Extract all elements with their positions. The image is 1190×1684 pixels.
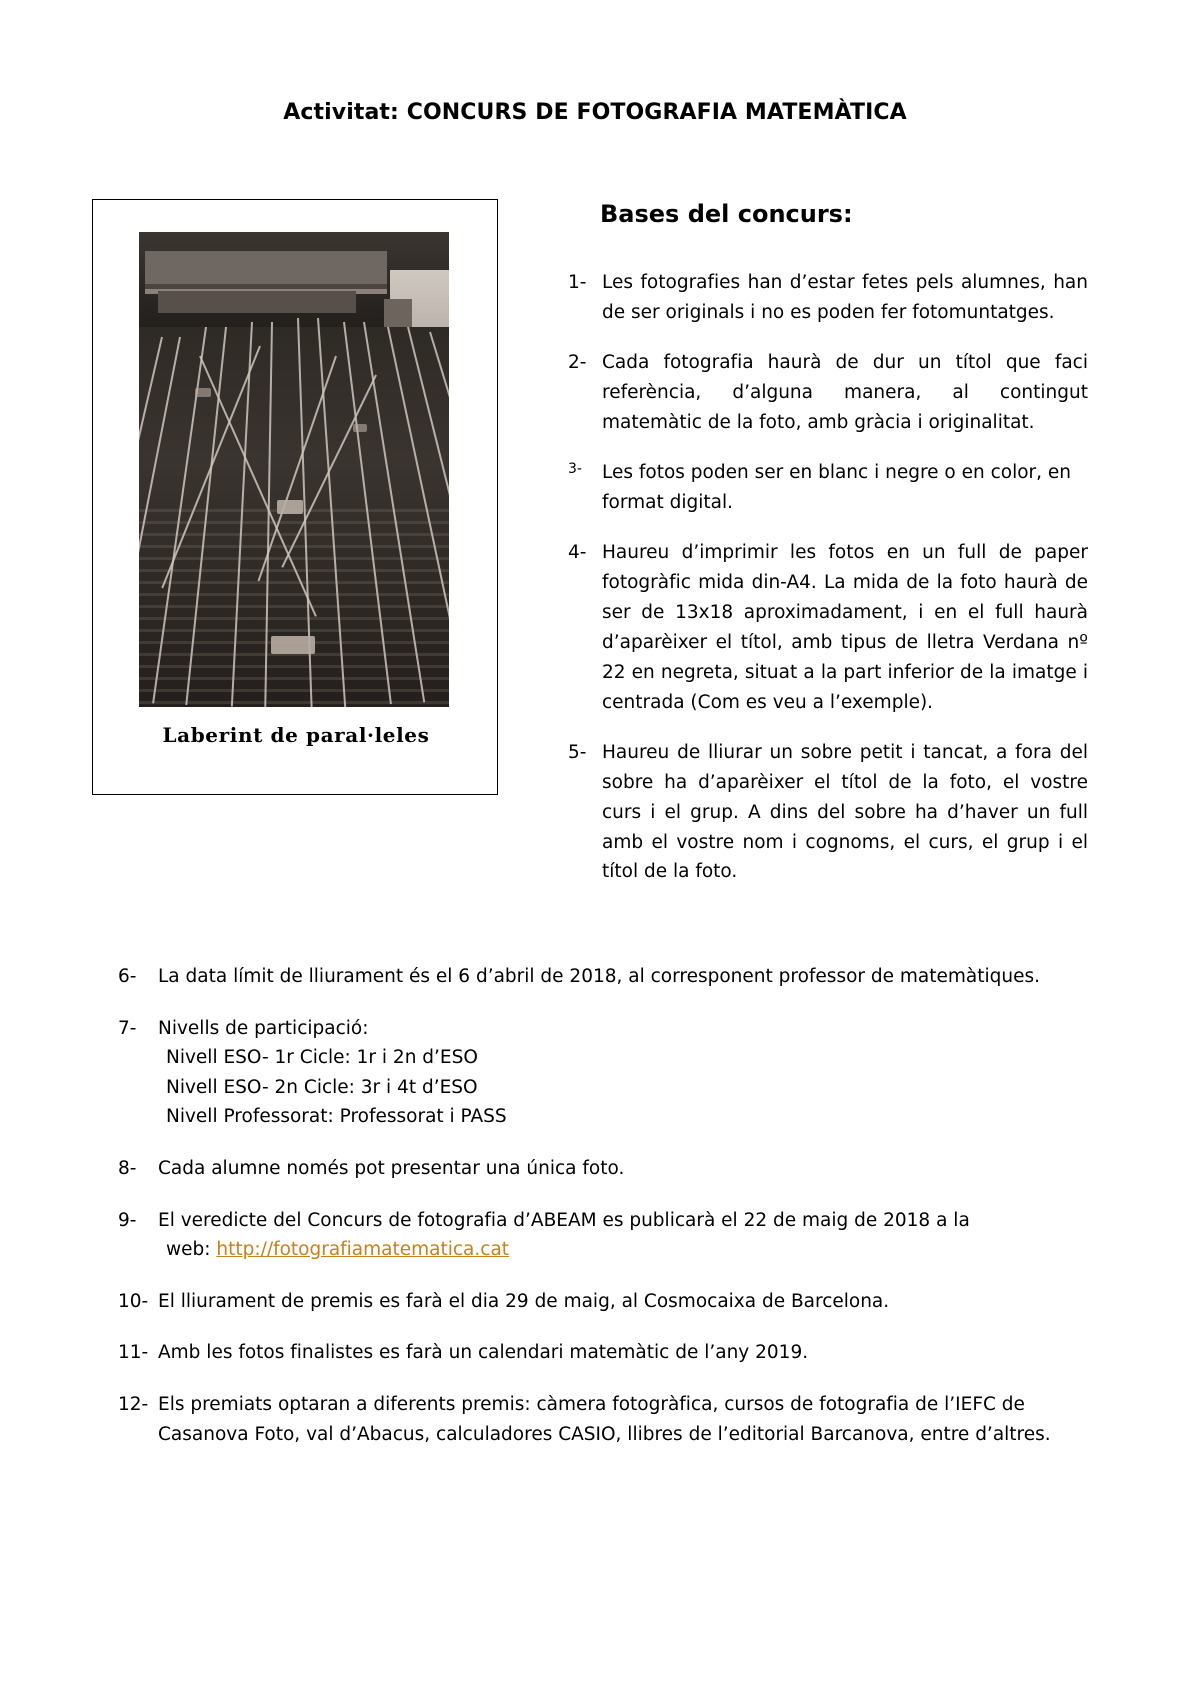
rule-number: 10-	[118, 1290, 149, 1312]
rule-number: 11-	[118, 1342, 149, 1364]
photo-debris-2	[353, 424, 367, 432]
rules-right-column	[568, 268, 1088, 907]
bases-heading: Bases del concurs:	[600, 200, 853, 228]
rule-item	[568, 738, 1088, 888]
contest-website-link[interactable]: http://fotografiamatematica.cat	[216, 1239, 510, 1261]
rule-web-line	[158, 1235, 1078, 1265]
rule-number: 4-	[568, 541, 587, 563]
rule-text: El lliurament de premis es farà el dia 29 de maig, al Cosmocaixa de Barcelona.	[158, 1290, 890, 1312]
rule-text-group	[158, 1014, 1078, 1132]
rule-number: 2-	[568, 351, 587, 373]
photo-switch-gear-2	[271, 636, 315, 654]
rule-item	[118, 962, 1078, 992]
rule-text: Nivells de participació:	[158, 1017, 369, 1039]
rule-text: Cada fotografia haurà de dur un títol que faci referència, d’alguna manera, al contingut matemàtic de la foto, amb gràcia i originalitat.	[602, 351, 1088, 433]
rule-text: Amb les fotos finalistes es farà un calendari matemàtic de l’any 2019.	[158, 1342, 809, 1364]
web-label: web:	[166, 1239, 211, 1261]
rule-item	[118, 1206, 1078, 1265]
rule-text: Cada alumne només pot presentar una única foto.	[158, 1157, 625, 1179]
rule-subline: Nivell ESO- 2n Cicle: 3r i 4t d’ESO	[166, 1076, 478, 1098]
rule-text: Haureu d’imprimir les fotos en un full de paper fotogràfic mida din-A4. La mida de la foto haurà de ser de 13x18 aproximadament, i en el full haurà d’aparèixer el títol, amb tipus de lletra Verdana nº 22 en negreta, situat a la part inferior de la imatge i centrada (Com es veu a l’exemple).	[602, 541, 1088, 713]
rule-number: 7-	[118, 1017, 137, 1039]
rule-text: La data límit de lliurament és el 6 d’abril de 2018, al corresponent professor de matemàtiques.	[158, 966, 1041, 987]
photo-example-card	[92, 199, 498, 795]
rule-number: 8-	[118, 1157, 137, 1179]
rule-number: 9-	[118, 1209, 137, 1231]
rules-bottom-column	[118, 962, 1078, 1471]
rule-item	[568, 458, 1088, 518]
rule-text-group	[158, 1206, 1078, 1265]
photo-switch-gear	[277, 500, 303, 514]
rule-number: 5-	[568, 741, 587, 763]
page-title: Activitat: CONCURS DE FOTOGRAFIA MATEMÀTICA	[283, 100, 907, 125]
rule-text: Les fotografies han d’estar fetes pels alumnes, han de ser originals i no es poden fer fotomuntatges.	[602, 272, 1088, 323]
rule-item	[118, 1338, 1078, 1368]
photo-bridge	[145, 251, 387, 284]
rule-text: Haureu de lliurar un sobre petit i tancat, a fora del sobre ha d’aparèixer el títol de la foto, el vostre curs i el grup. A dins del sobre ha d’haver un full amb el vostre nom i cognoms, el curs, el grup i el títol de la foto.	[602, 741, 1088, 883]
rule-number: 6-	[118, 966, 137, 987]
rule-text: Les fotos poden ser en blanc i negre o en color, en format digital.	[602, 461, 1072, 513]
rule-item	[118, 1287, 1078, 1317]
rule-item	[568, 268, 1088, 328]
rule-subline: Nivell Professorat: Professorat i PASS	[166, 1106, 507, 1128]
rule-item	[118, 1154, 1078, 1184]
rule-text: El veredicte del Concurs de fotografia d’ABEAM es publicarà el 22 de maig de 2018 a la	[158, 1209, 970, 1231]
rule-item	[118, 1390, 1078, 1449]
rule-number: 3-	[568, 460, 582, 477]
photo-bridge-lower	[158, 291, 356, 312]
rule-item	[118, 1014, 1078, 1132]
rule-number: 12-	[118, 1393, 149, 1415]
rule-item	[568, 538, 1088, 718]
rule-subline: Nivell ESO- 1r Cicle: 1r i 2n d’ESO	[166, 1047, 478, 1069]
photo-debris	[195, 388, 211, 397]
rule-item	[568, 348, 1088, 438]
rule-number: 1-	[568, 272, 587, 293]
photo-caption: Laberint de paral·leles	[162, 723, 430, 747]
railway-tracks-photo	[139, 232, 449, 707]
rule-text: Els premiats optaran a diferents premis: càmera fotogràfica, cursos de fotografia de l’IEFC de Casanova Foto, val d’Abacus, calculadores CASIO, llibres de l’editorial Barcanova, entre d’altres.	[158, 1393, 1051, 1445]
